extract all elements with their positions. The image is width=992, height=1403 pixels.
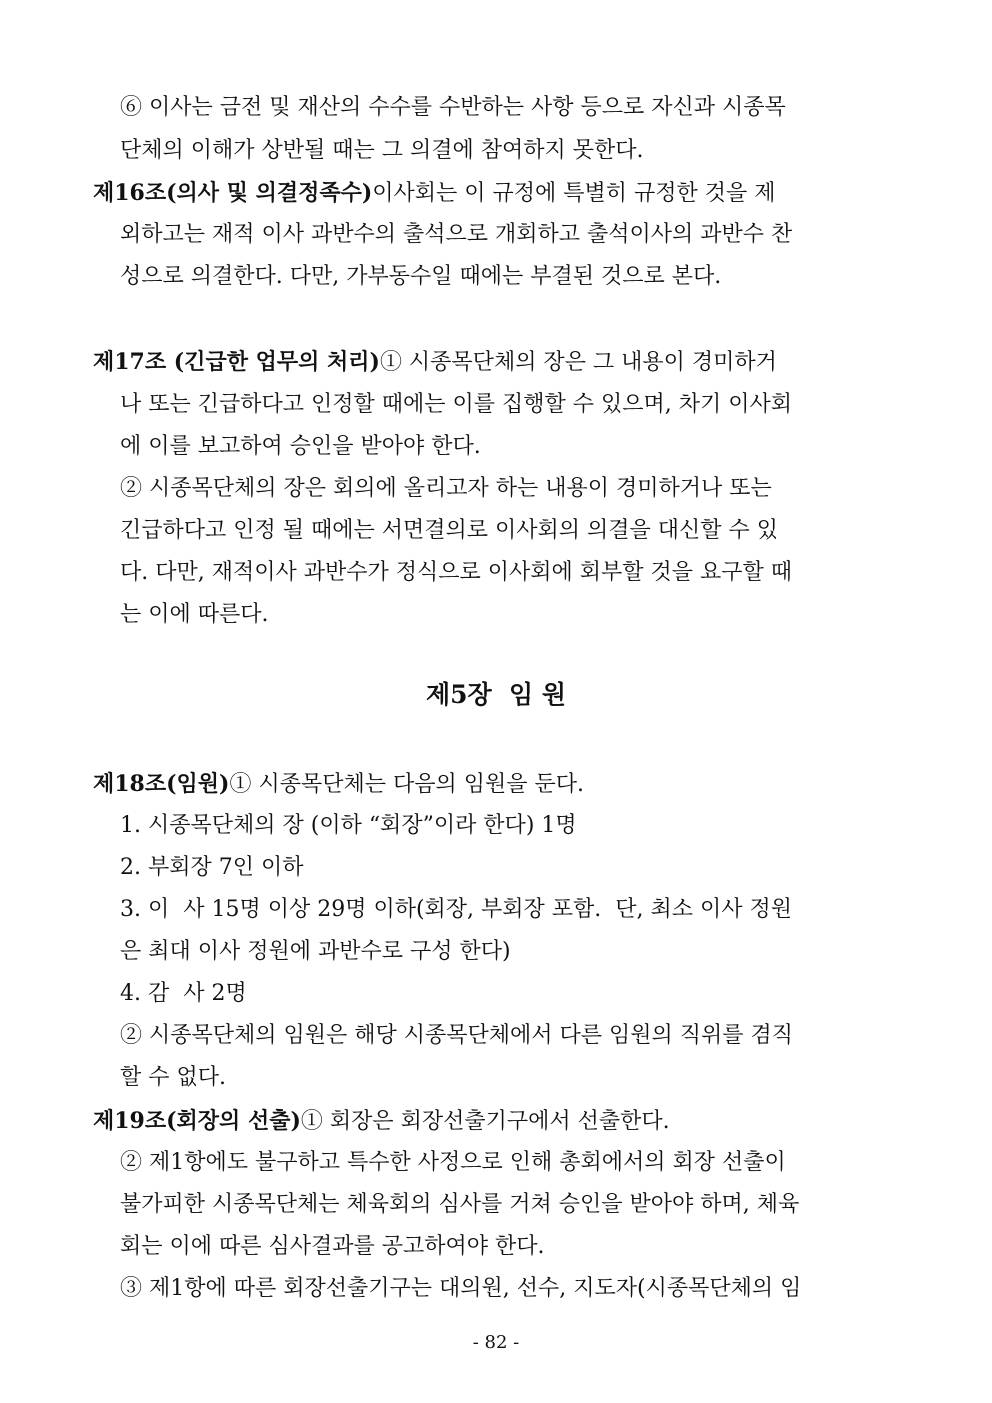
article-18-title: 제18조(임원) (93, 771, 230, 797)
paragraph-line (0, 594, 992, 636)
article-heading-line (0, 1100, 992, 1142)
line-text: 은 최대 이사 정원에 과반수로 구성 한다) (120, 939, 511, 964)
chapter-title: 제5장 임 원 (425, 680, 567, 709)
line-text: 외하고는 재적 이사 과반수의 출석으로 개회하고 출석이사의 과반수 찬 (120, 222, 793, 247)
paragraph-line (0, 87, 992, 129)
paragraph-line (0, 931, 992, 973)
article-16 (93, 172, 776, 215)
article-heading-line (0, 763, 992, 805)
line-text: 3. 이 사 15명 이상 29명 이하(회장, 부회장 포함. 단, 최소 이사 정원 (120, 897, 792, 922)
list-item (0, 805, 992, 847)
line-text: 회는 이에 따른 심사결과를 공고하여야 한다. (120, 1234, 545, 1259)
line-text: 나 또는 긴급하다고 인정할 때에는 이를 집행할 수 있으며, 차기 이사회 (120, 392, 792, 417)
line-text: ② 제1항에도 불구하고 특수한 사정으로 인해 총회에서의 회장 선출이 (120, 1150, 786, 1175)
article-heading-line (0, 341, 992, 383)
line-text: 는 이에 따른다. (120, 602, 269, 627)
line-text: 할 수 없다. (120, 1065, 226, 1090)
list-item (0, 973, 992, 1015)
paragraph-line (0, 1057, 992, 1099)
line-text: ① 시종목단체는 다음의 임원을 둔다. (229, 772, 584, 797)
list-item (0, 847, 992, 889)
line-text: 에 이를 보고하여 승인을 받아야 한다. (120, 434, 481, 459)
paragraph-line (0, 426, 992, 468)
article-heading-line (0, 172, 992, 214)
paragraph-line (0, 256, 992, 298)
line-text: 이사회는 이 규정에 특별히 규정한 것을 제 (372, 181, 776, 206)
line-text: 다. 다만, 재적이사 과반수가 정식으로 이사회에 회부할 것을 요구할 때 (120, 560, 792, 585)
paragraph-line (0, 1268, 992, 1310)
list-item (0, 889, 992, 931)
line-text: 단체의 이해가 상반될 때는 그 의결에 참여하지 못한다. (120, 138, 644, 163)
paragraph-line (0, 214, 992, 256)
article-16-title: 제16조(의사 및 의결정족수) (93, 180, 373, 206)
article-17-title: 제17조 (긴급한 업무의 처리) (93, 349, 380, 375)
line-text: ⑥ 이사는 금전 및 재산의 수수를 수반하는 사항 등으로 자신과 시종목 (120, 95, 786, 120)
line-text: 1. 시종목단체의 장 (이하 “회장”이라 한다) 1명 (120, 813, 577, 838)
line-text: ③ 제1항에 따른 회장선출기구는 대의원, 선수, 지도자(시종목단체의 임 (120, 1276, 802, 1301)
paragraph-line (0, 552, 992, 594)
article-19-title: 제19조(회장의 선출) (93, 1108, 301, 1134)
line-text: 4. 감 사 2명 (120, 981, 247, 1006)
line-text: 2. 부회장 7인 이하 (120, 855, 304, 880)
line-text: ① 회장은 회장선출기구에서 선출한다. (300, 1109, 670, 1134)
paragraph-line (0, 468, 992, 510)
paragraph-line (0, 1142, 992, 1184)
paragraph-line (0, 1184, 992, 1226)
line-text: ② 시종목단체의 임원은 해당 시종목단체에서 다른 임원의 직위를 겸직 (120, 1023, 794, 1048)
paragraph-line (0, 1226, 992, 1268)
article-19 (93, 1100, 670, 1143)
line-text: 성으로 의결한다. 다만, 가부동수일 때에는 부결된 것으로 본다. (120, 264, 722, 289)
paragraph-line (0, 1015, 992, 1057)
line-text: 불가피한 시종목단체는 체육회의 심사를 거쳐 승인을 받아야 하며, 체육 (120, 1192, 800, 1217)
line-text: ① 시종목단체의 장은 그 내용이 경미하거 (379, 350, 777, 375)
paragraph-line (0, 510, 992, 552)
paragraph-line (0, 130, 992, 172)
article-18 (93, 763, 584, 806)
page-number: - 82 - (472, 1332, 520, 1353)
paragraph-line (0, 384, 992, 426)
line-text: ② 시종목단체의 장은 회의에 올리고자 하는 내용이 경미하거나 또는 (120, 476, 772, 501)
line-text: 긴급하다고 인정 될 때에는 서면결의로 이사회의 의결을 대신할 수 있 (120, 518, 778, 543)
article-17 (93, 341, 777, 384)
